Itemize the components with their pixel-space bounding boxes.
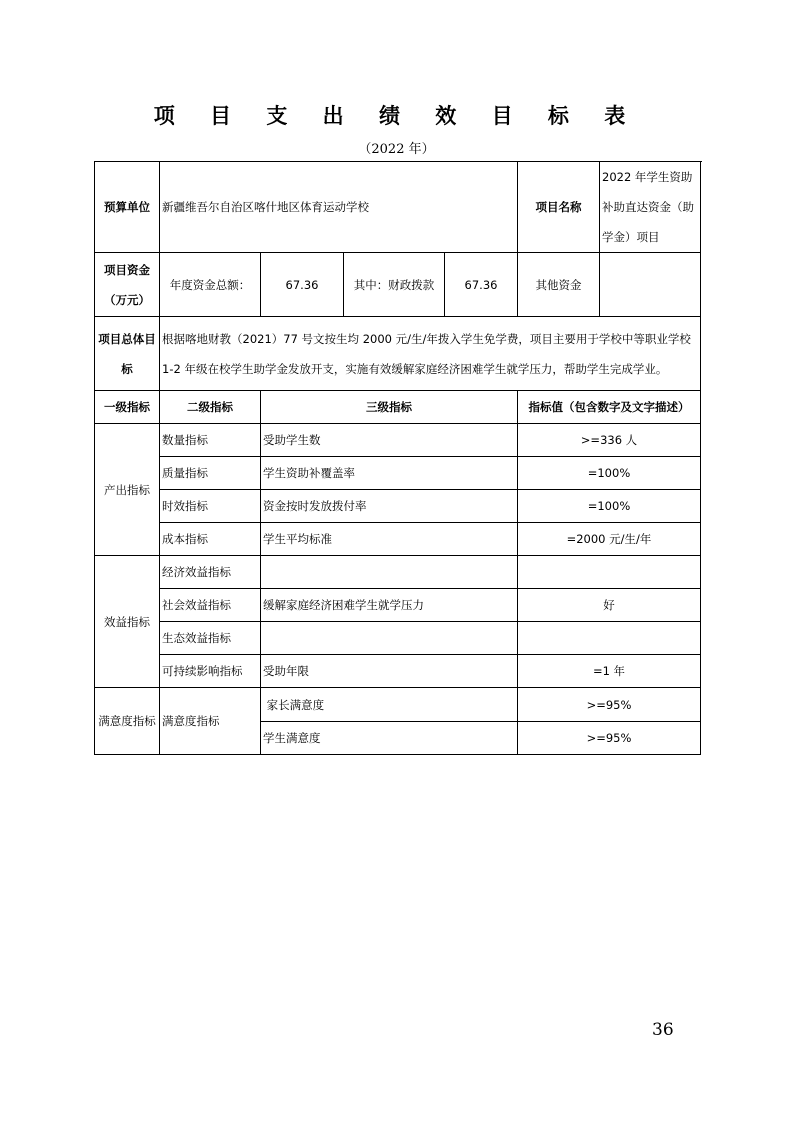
level2-cell: 时效指标 — [160, 490, 261, 523]
annual-total-label: 年度资金总额： — [160, 253, 261, 317]
level3-cell: 缓解家庭经济困难学生就学压力 — [261, 589, 518, 622]
value-cell — [518, 556, 701, 589]
level1-cell: 效益指标 — [95, 556, 160, 688]
project-funds-row — [95, 253, 701, 317]
level3-cell — [261, 622, 518, 655]
fiscal-label: 其中：财政拨款 — [344, 253, 445, 317]
level1-cell: 满意度指标 — [95, 688, 160, 755]
table-row — [95, 490, 701, 523]
level3-cell: 受助年限 — [261, 655, 518, 688]
value-cell: =100% — [518, 490, 701, 523]
budget-unit-label: 预算单位 — [95, 162, 160, 253]
project-name-value: 2022 年学生资助补助直达资金（助学金）项目 — [600, 162, 701, 253]
table-row — [95, 424, 701, 457]
value-cell: 好 — [518, 589, 701, 622]
table-row — [95, 457, 701, 490]
performance-target-table — [94, 161, 701, 755]
table-row — [95, 655, 701, 688]
level3-cell: 家长满意度 — [261, 688, 518, 722]
value-cell: >=95% — [518, 722, 701, 755]
table-row — [95, 688, 701, 722]
funds-label: 项目资金（万元） — [95, 253, 160, 317]
header-level1: 一级指标 — [95, 391, 160, 424]
level3-cell: 学生满意度 — [261, 722, 518, 755]
budget-unit-row — [95, 162, 701, 253]
overall-goal-label: 项目总体目标 — [95, 317, 160, 391]
level3-cell — [261, 556, 518, 589]
level2-cell: 生态效益指标 — [160, 622, 261, 655]
year-label: （2022 年） — [358, 142, 435, 157]
level2-cell: 质量指标 — [160, 457, 261, 490]
budget-unit-value: 新疆维吾尔自治区喀什地区体育运动学校 — [160, 162, 518, 253]
overall-goal-text: 根据喀地财教（2021）77 号文按生均 2000 元/生/年拨入学生免学费，项目主要用于学校中等职业学校 1-2 年级在校学生助学金发放开支，实施有效缓解家庭经济困难学生就学压力，帮助学生完成学业。 — [160, 317, 701, 391]
indicator-header-row — [95, 391, 701, 424]
value-cell: =1 年 — [518, 655, 701, 688]
value-cell: =100% — [518, 457, 701, 490]
level3-cell: 受助学生数 — [261, 424, 518, 457]
level2-cell: 满意度指标 — [160, 688, 261, 755]
level2-cell: 成本指标 — [160, 523, 261, 556]
table-row — [95, 589, 701, 622]
page-number: 36 — [652, 1020, 674, 1040]
overall-goal-row — [95, 317, 701, 391]
project-name-label: 项目名称 — [518, 162, 600, 253]
level1-cell: 产出指标 — [95, 424, 160, 556]
value-cell: =2000 元/生/年 — [518, 523, 701, 556]
header-value: 指标值（包含数字及文字描述） — [518, 391, 701, 424]
level2-cell: 数量指标 — [160, 424, 261, 457]
level3-cell: 学生资助补覆盖率 — [261, 457, 518, 490]
level2-cell: 可持续影响指标 — [160, 655, 261, 688]
fiscal-value: 67.36 — [445, 253, 518, 317]
page-title: 项 目 支 出 绩 效 目 标 表 — [153, 103, 640, 128]
annual-total-value: 67.36 — [261, 253, 344, 317]
other-funds-value — [600, 253, 701, 317]
level2-cell: 社会效益指标 — [160, 589, 261, 622]
table-row — [95, 523, 701, 556]
header-level3: 三级指标 — [261, 391, 518, 424]
table-row — [95, 622, 701, 655]
level3-cell: 资金按时发放拨付率 — [261, 490, 518, 523]
level3-cell: 学生平均标准 — [261, 523, 518, 556]
value-cell: >=336 人 — [518, 424, 701, 457]
other-funds-label: 其他资金 — [518, 253, 600, 317]
table-row — [95, 556, 701, 589]
level2-cell: 经济效益指标 — [160, 556, 261, 589]
value-cell: >=95% — [518, 688, 701, 722]
header-level2: 二级指标 — [160, 391, 261, 424]
value-cell — [518, 622, 701, 655]
